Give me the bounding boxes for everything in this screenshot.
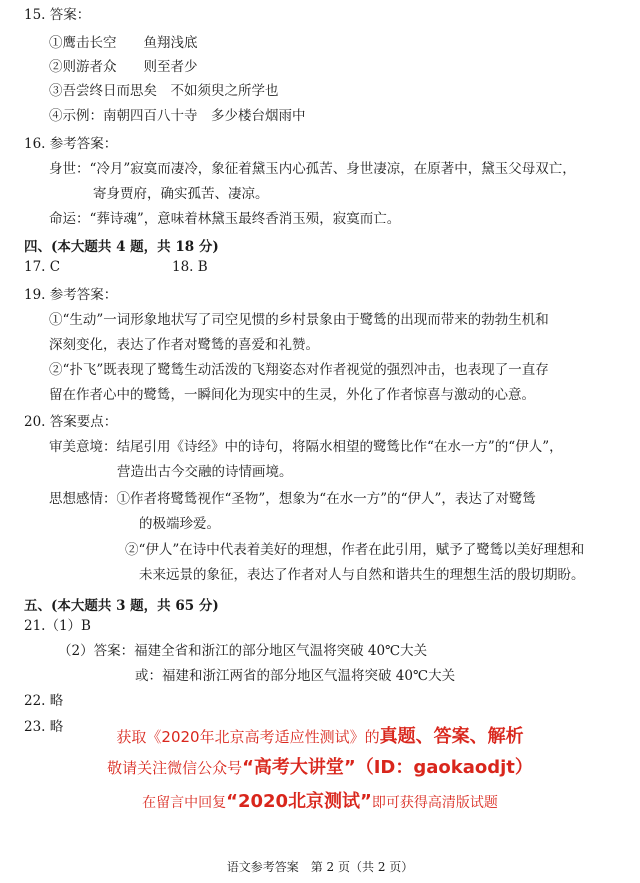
q17-answer: 17. C [24, 259, 61, 275]
q16-mingyun: 命运：“葬诗魂”，意味着林黛玉最终香消玉殒，寂寞而亡。 [49, 211, 401, 227]
q16-shenshi-line2: 寄身贾府，确实孤苦、凄凉。 [93, 186, 269, 202]
q16-shenshi-line1: 身世：“冷月”寂寞而凄冷，象征着黛玉内心孤苦、身世凄凉，在原著中，黛玉父母双亡， [49, 161, 576, 177]
q21-part1: 21.（1）B [24, 618, 91, 634]
q15-item-3: ③吾尝终日而思矣 不如须臾之所学也 [49, 83, 279, 99]
q22-answer: 22. 略 [24, 693, 64, 709]
section-4-heading: 四、(本大题共 4 题，共 18 分) [24, 239, 219, 255]
q23-answer: 23. 略 [24, 719, 64, 735]
promo-line-1-text: 获取《2020年北京高考适应性测试》的 [116, 728, 380, 746]
q20-sixiang-line2: 的极端珍爱。 [139, 516, 220, 532]
q20-sixiang-line3: ②“伊人”在诗中代表着美好的理想，作者在此引用，赋予了鹭鸶以美好理想和 [125, 542, 585, 558]
q19-point2-line2: 留在作者心中的鹭鸶，一瞬间化为现实中的生灵，外化了作者惊喜与激动的心意。 [49, 387, 535, 403]
q15-item-1: ①鹰击长空 鱼翔浅底 [49, 35, 198, 51]
q21-part2-line2: 或：福建和浙江两省的部分地区气温将突破 40℃大关 [135, 668, 456, 684]
q20-shenmei-line1: 审美意境：结尾引用《诗经》中的诗句，将隔水相望的鹭鸶比作“在水一方”的“伊人”， [49, 439, 563, 455]
q15-item-2: ②则游者众 则至者少 [49, 59, 198, 75]
q15-heading: 15. 答案： [24, 7, 91, 23]
promo-line-3 [0, 787, 640, 813]
q16-heading: 16. 参考答案： [24, 136, 118, 152]
q18-answer: 18. B [172, 259, 208, 275]
promo-line-3-highlight: “2020北京测试” [226, 791, 372, 812]
promo-line-2-highlight: “高考大讲堂”（ID：gaokaodjt） [242, 757, 533, 778]
promo-line-1-highlight: 真题、答案、解析 [379, 726, 524, 747]
q19-heading: 19. 参考答案： [24, 287, 118, 303]
page-footer: 语文参考答案 第 2 页（共 2 页） [226, 860, 414, 874]
q19-point1-line1: ①“生动”一词形象地状写了司空见惯的乡村景象由于鹭鸶的出现而带来的勃勃生机和 [49, 312, 549, 328]
q20-shenmei-line2: 营造出古今交融的诗情画境。 [117, 464, 293, 480]
q21-part2-line1: （2）答案：福建全省和浙江的部分地区气温将突破 40℃大关 [58, 643, 428, 659]
promo-line-3-text: 在留言中回复 [142, 795, 227, 811]
promo-line-1 [0, 722, 640, 748]
q20-heading: 20. 答案要点： [24, 414, 118, 430]
promo-line-2-text: 敬请关注微信公众号 [107, 759, 243, 777]
q20-sixiang-line1: 思想感情：①作者将鹭鸶视作“圣物”，想象为“在水一方”的“伊人”，表达了对鹭鸶 [49, 491, 536, 507]
promo-line-3-tail: 即可获得高清版试题 [371, 795, 498, 811]
q20-sixiang-line4: 未来远景的象征，表达了作者对人与自然和谐共生的理想生活的殷切期盼。 [139, 567, 585, 583]
promo-line-2 [0, 753, 640, 779]
q19-point2-line1: ②“扑飞”既表现了鹭鸶生动活泼的飞翔姿态对作者视觉的强烈冲击，也表现了一直存 [49, 362, 549, 378]
q19-point1-line2: 深刻变化，表达了作者对鹭鸶的喜爱和礼赞。 [49, 337, 319, 353]
section-5-heading: 五、(本大题共 3 题，共 65 分) [24, 598, 219, 614]
q15-item-4: ④示例：南朝四百八十寺 多少楼台烟雨中 [49, 108, 306, 124]
